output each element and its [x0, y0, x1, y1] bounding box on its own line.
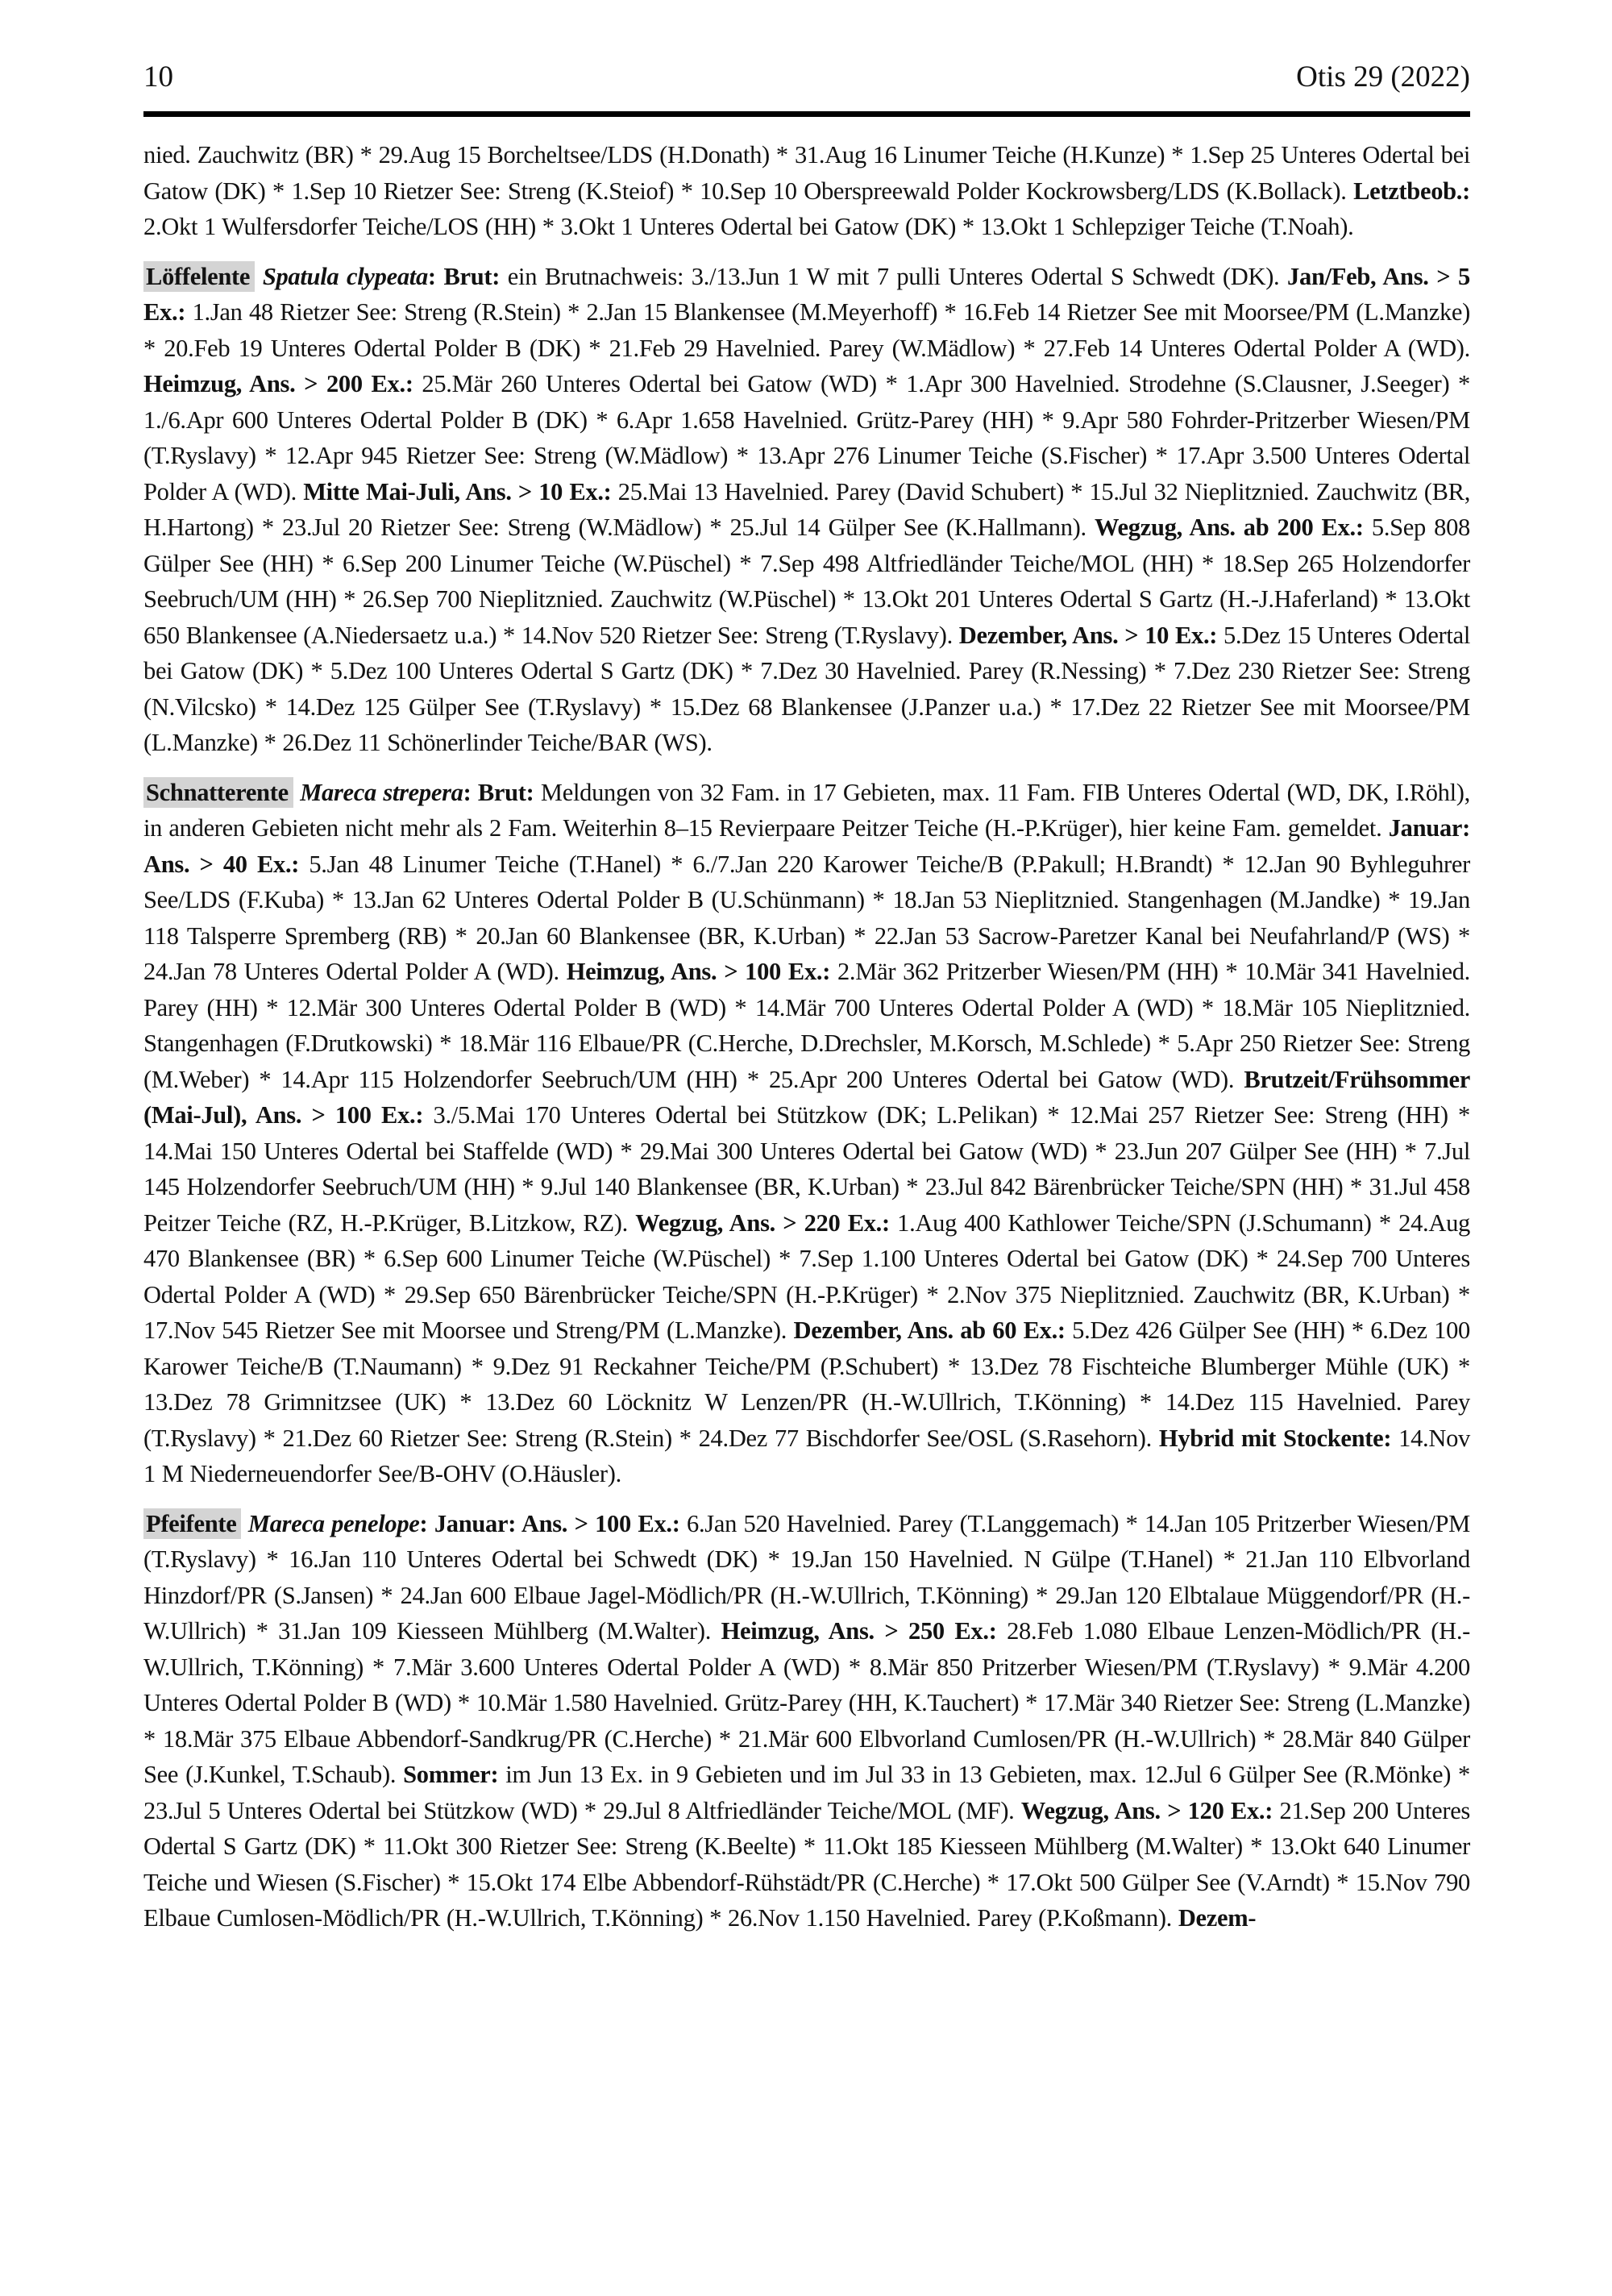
page-number: 10 [143, 60, 173, 94]
bold-label: : Januar: Ans. > 100 Ex.: [419, 1509, 680, 1537]
text-run: 5.Jan 48 Linumer Teiche (T.Hanel) * 6./7.Jan 220 Karower Teiche/B (P.Pakull; H.Brandt) * 12.Jan 90 Byhleguhrer See/LDS (F.Kuba) * 13.Jan 62 Unteres Odertal Polder B (U.Schünmann) * 18.Jan 53 Nieplitznied. Stangenhagen (M.Jandke) * 19.Jan 118 Talsperre Spremberg (RB) * 20.Jan 60 Blankensee (BR, K.Urban) * 22.Jan 53 Sacrow-Paretzer Kanal bei Neufahrland/P (WS) * 24.Jan 78 Unteres Odertal Polder A (WD). [143, 850, 1470, 985]
text-run: 28.Feb 1.080 Elbaue Lenzen-Mödlich/PR (H.-W.Ullrich, T.Könning) * 7.Mär 3.600 Unteres Odertal Polder A (WD) * 8.Mär 850 Pritzerber Wiesen/PM (T.Ryslavy) * 9.Mär 4.200 Unteres Odertal Polder B (WD) * 10.Mär 1.580 Havelnied. Grütz-Parey (HH, K.Tauchert) * 17.Mär 340 Rietzer See: Streng (L.Manzke) * 18.Mär 375 Elbaue Abbendorf-Sandkrug/PR (C.Herche) * 21.Mär 600 Elbvorland Cumlosen/PR (H.-W.Ullrich) * 28.Mär 840 Gülper See (J.Kunkel, T.Schaub). [143, 1617, 1470, 1788]
latin-species-name: Mareca strepera [300, 778, 463, 806]
bold-label: Heimzug, Ans. > 200 Ex.: [143, 370, 413, 397]
species-name-highlighted: Schnatterente [143, 777, 293, 808]
text-run: 2.Okt 1 Wulfersdorfer Teiche/LOS (HH) * 3.Okt 1 Unteres Odertal bei Gatow (DK) * 13.Okt 1 Schlepziger Teiche (T.Noah). [143, 213, 1354, 240]
bold-label: Dezember, Ans. > 10 Ex.: [958, 621, 1218, 649]
header-rule [143, 111, 1470, 117]
text-run: ein Brutnachweis: 3./13.Jun 1 W mit 7 pulli Unteres Odertal S Schwedt (DK). [500, 262, 1288, 290]
latin-species-name: Mareca penelope [247, 1509, 420, 1537]
page-header [143, 61, 1470, 94]
text-run [255, 263, 263, 290]
text-run: 5.Dez 15 Unteres Odertal bei Gatow (DK) * 5.Dez 100 Unteres Odertal S Gartz (DK) * 7.Dez 30 Havelnied. Parey (R.Nessing) * 7.Dez 230 Rietzer See: Streng (N.Vilcsko) * 14.Dez 125 Gülper See (T.Ryslavy) * 15.Dez 68 Blankensee (J.Panzer u.a.) * 17.Dez 22 Rietzer See mit Moorsee/PM (L.Manzke) * 26.Dez 11 Schönerlinder Teiche/BAR (WS). [143, 621, 1470, 756]
bold-label: Wegzug, Ans. > 120 Ex.: [1020, 1796, 1273, 1824]
bold-label: Wegzug, Ans. ab 200 Ex.: [1095, 514, 1364, 541]
bold-label: Januar: Ans. > 40 Ex.: [143, 814, 1470, 878]
text-run: 14.Nov 1 M Niederneuendorfer See/B-OHV (O.Häusler). [143, 1424, 1470, 1487]
paragraph-schnatterente [143, 775, 1470, 1492]
latin-species-name: Spatula clypeata [262, 262, 428, 290]
text-run: 3./5.Mai 170 Unteres Odertal bei Stützkow (DK; L.Pelikan) * 12.Mai 257 Rietzer See: Streng (HH) * 14.Mai 150 Unteres Odertal bei Staffelde (WD) * 29.Mai 300 Unteres Odertal bei Gatow (WD) * 23.Jun 207 Gülper See (HH) * 7.Jul 145 Holzendorfer Seebruch/UM (HH) * 9.Jul 140 Blankensee (BR, K.Urban) * 23.Jul 842 Bärenbrücker Teiche/SPN (HH) * 31.Jul 458 Peitzer Teiche (RZ, H.-P.Krüger, B.Litzkow, RZ). [143, 1101, 1470, 1237]
text-run: nied. Zauchwitz (BR) * 29.Aug 15 Borcheltsee/LDS (H.Donath) * 31.Aug 16 Linumer Teiche (H.Kunze) * 1.Sep 25 Unteres Odertal bei Gatow (DK) * 1.Sep 10 Rietzer See: Streng (K.Steiof) * 10.Sep 10 Oberspreewald Polder Kockrowsberg/LDS (K.Bollack). [143, 141, 1470, 205]
bold-label: Heimzug, Ans. > 250 Ex.: [721, 1617, 997, 1645]
text-run: 6.Jan 520 Havelnied. Parey (T.Langgemach) * 14.Jan 105 Pritzerber Wiesen/PM (T.Ryslavy) * 16.Jan 110 Unteres Odertal bei Schwedt (DK) * 19.Jan 150 Havelnied. N Gülpe (T.Hanel) * 21.Jan 110 Elbvorland Hinzdorf/PR (S.Jansen) * 24.Jan 600 Elbaue Jagel-Mödlich/PR (H.-W.Ullrich, T.Könning) * 29.Jan 120 Elbtalaue Müggendorf/PR (H.-W.Ullrich) * 31.Jan 109 Kiesseen Mühlberg (M.Walter). [143, 1509, 1470, 1645]
text-run: 25.Mär 260 Unteres Odertal bei Gatow (WD) * 1.Apr 300 Havelnied. Strodehne (S.Clausner, J.Seeger) * 1./6.Apr 600 Unteres Odertal Polder B (DK) * 6.Apr 1.658 Havelnied. Grütz-Parey (HH) * 9.Apr 580 Fohrder-Pritzerber Wiesen/PM (T.Ryslavy) * 12.Apr 945 Rietzer See: Streng (W.Mädlow) * 13.Apr 276 Linumer Teiche (S.Fischer) * 17.Apr 3.500 Unteres Odertal Polder A (WD). [143, 370, 1470, 505]
bold-label: Mitte Mai-Juli, Ans. > 10 Ex.: [303, 477, 612, 505]
text-run: 25.Mai 13 Havelnied. Parey (David Schubert) * 15.Jul 32 Nieplitznied. Zauchwitz (BR, H.Hartong) * 23.Jul 20 Rietzer See: Streng (W.Mädlow) * 25.Jul 14 Gülper See (K.Hallmann). [143, 477, 1471, 541]
bold-label: Sommer: [403, 1761, 499, 1788]
paragraph-continuation [143, 137, 1470, 245]
bold-label: Letztbeob.: [1353, 177, 1470, 205]
bold-label: : Brut: [463, 778, 534, 806]
text-run: 5.Dez 426 Gülper See (HH) * 6.Dez 100 Karower Teiche/B (T.Naumann) * 9.Dez 91 Reckahner Teiche/PM (P.Schubert) * 13.Dez 78 Fischteiche Blumberger Mühle (UK) * 13.Dez 78 Grimnitzsee (UK) * 13.Dez 60 Löcknitz W Lenzen/PR (H.-W.Ullrich, T.Könning) * 14.Dez 115 Havelnied. Parey (T.Ryslavy) * 21.Dez 60 Rietzer See: Streng (R.Stein) * 24.Dez 77 Bischdorfer See/OSL (S.Rasehorn). [143, 1316, 1470, 1452]
bold-label: Brutzeit/Frühsommer (Mai-Jul), Ans. > 100 Ex.: [143, 1065, 1470, 1129]
bold-label: Hybrid mit Stockente: [1158, 1424, 1392, 1452]
text-run: Meldungen von 32 Fam. in 17 Gebieten, max. 11 Fam. FIB Unteres Odertal (WD, DK, I.Röhl), in anderen Gebieten nicht mehr als 2 Fam. Weiterhin 8–15 Revierpaare Peitzer Teiche (H.-P.Krüger), hier keine Fam. gemeldet. [143, 778, 1470, 842]
bold-label: Dezember, Ans. ab 60 Ex.: [793, 1316, 1066, 1344]
species-name-highlighted: Löffelente [143, 261, 255, 292]
text-run [241, 1510, 247, 1537]
bold-label: Dezem- [1178, 1904, 1257, 1932]
journal-title: Otis 29 (2022) [1296, 60, 1470, 94]
bold-label: Jan/Feb, Ans. > 5 Ex.: [143, 262, 1470, 326]
page-body-text [143, 137, 1470, 1950]
text-run: 5.Sep 808 Gülper See (HH) * 6.Sep 200 Linumer Teiche (W.Püschel) * 7.Sep 498 Altfriedländer Teiche/MOL (HH) * 18.Sep 265 Holzendorfer Seebruch/UM (HH) * 26.Sep 700 Nieplitznied. Zauchwitz (W.Püschel) * 13.Okt 201 Unteres Odertal S Gartz (H.-J.Haferland) * 13.Okt 650 Blankensee (A.Niedersaetz u.a.) * 14.Nov 520 Rietzer See: Streng (T.Ryslavy). [143, 514, 1470, 649]
text-run: im Jun 13 Ex. in 9 Gebieten und im Jul 33 in 13 Gebieten, max. 12.Jul 6 Gülper See (R.Mönke) * 23.Jul 5 Unteres Odertal bei Stützkow (WD) * 29.Jul 8 Altfriedländer Teiche/MOL (MF). [143, 1761, 1470, 1824]
text-run: 2.Mär 362 Pritzerber Wiesen/PM (HH) * 10.Mär 341 Havelnied. Parey (HH) * 12.Mär 300 Unteres Odertal Polder B (WD) * 14.Mär 700 Unteres Odertal Polder A (WD) * 18.Mär 105 Nieplitznied. Stangenhagen (F.Drutkowski) * 18.Mär 116 Elbaue/PR (C.Herche, D.Drechsler, M.Korsch, M.Schlede) * 5.Apr 250 Rietzer See: Streng (M.Weber) * 14.Apr 115 Holzendorfer Seebruch/UM (HH) * 25.Apr 200 Unteres Odertal bei Gatow (WD). [143, 958, 1471, 1093]
bold-label: Heimzug, Ans. > 100 Ex.: [566, 958, 831, 985]
paragraph-loeffelente [143, 259, 1470, 761]
bold-label: Wegzug, Ans. > 220 Ex.: [635, 1208, 890, 1237]
text-run: 1.Jan 48 Rietzer See: Streng (R.Stein) * 2.Jan 15 Blankensee (M.Meyerhoff) * 16.Feb 14 Rietzer See mit Moorsee/PM (L.Manzke) * 20.Feb 19 Unteres Odertal Polder B (DK) * 21.Feb 29 Havelnied. Parey (W.Mädlow) * 27.Feb 14 Unteres Odertal Polder A (WD). [143, 298, 1470, 362]
paragraph-pfeifente [143, 1506, 1470, 1936]
text-run [293, 779, 300, 806]
species-name-highlighted: Pfeifente [143, 1508, 241, 1539]
text-run: 21.Sep 200 Unteres Odertal S Gartz (DK) * 11.Okt 300 Rietzer See: Streng (K.Beelte) * 11.Okt 185 Kiesseen Mühlberg (M.Walter) * 13.Okt 640 Linumer Teiche und Wiesen (S.Fischer) * 15.Okt 174 Elbe Abbendorf-Rühstädt/PR (C.Herche) * 17.Okt 500 Gülper See (V.Arndt) * 15.Nov 790 Elbaue Cumlosen-Mödlich/PR (H.-W.Ullrich, T.Könning) * 26.Nov 1.150 Havelnied. Parey (P.Koßmann). [143, 1796, 1471, 1932]
text-run: 1.Aug 400 Kathlower Teiche/SPN (J.Schumann) * 24.Aug 470 Blankensee (BR) * 6.Sep 600 Linumer Teiche (W.Püschel) * 7.Sep 1.100 Unteres Odertal bei Gatow (DK) * 24.Sep 700 Unteres Odertal Polder A (WD) * 29.Sep 650 Bärenbrücker Teiche/SPN (H.-P.Krüger) * 2.Nov 375 Nieplitznied. Zauchwitz (BR, K.Urban) * 17.Nov 545 Rietzer See mit Moorsee und Streng/PM (L.Manzke). [143, 1208, 1470, 1344]
bold-label: : Brut: [427, 262, 501, 290]
